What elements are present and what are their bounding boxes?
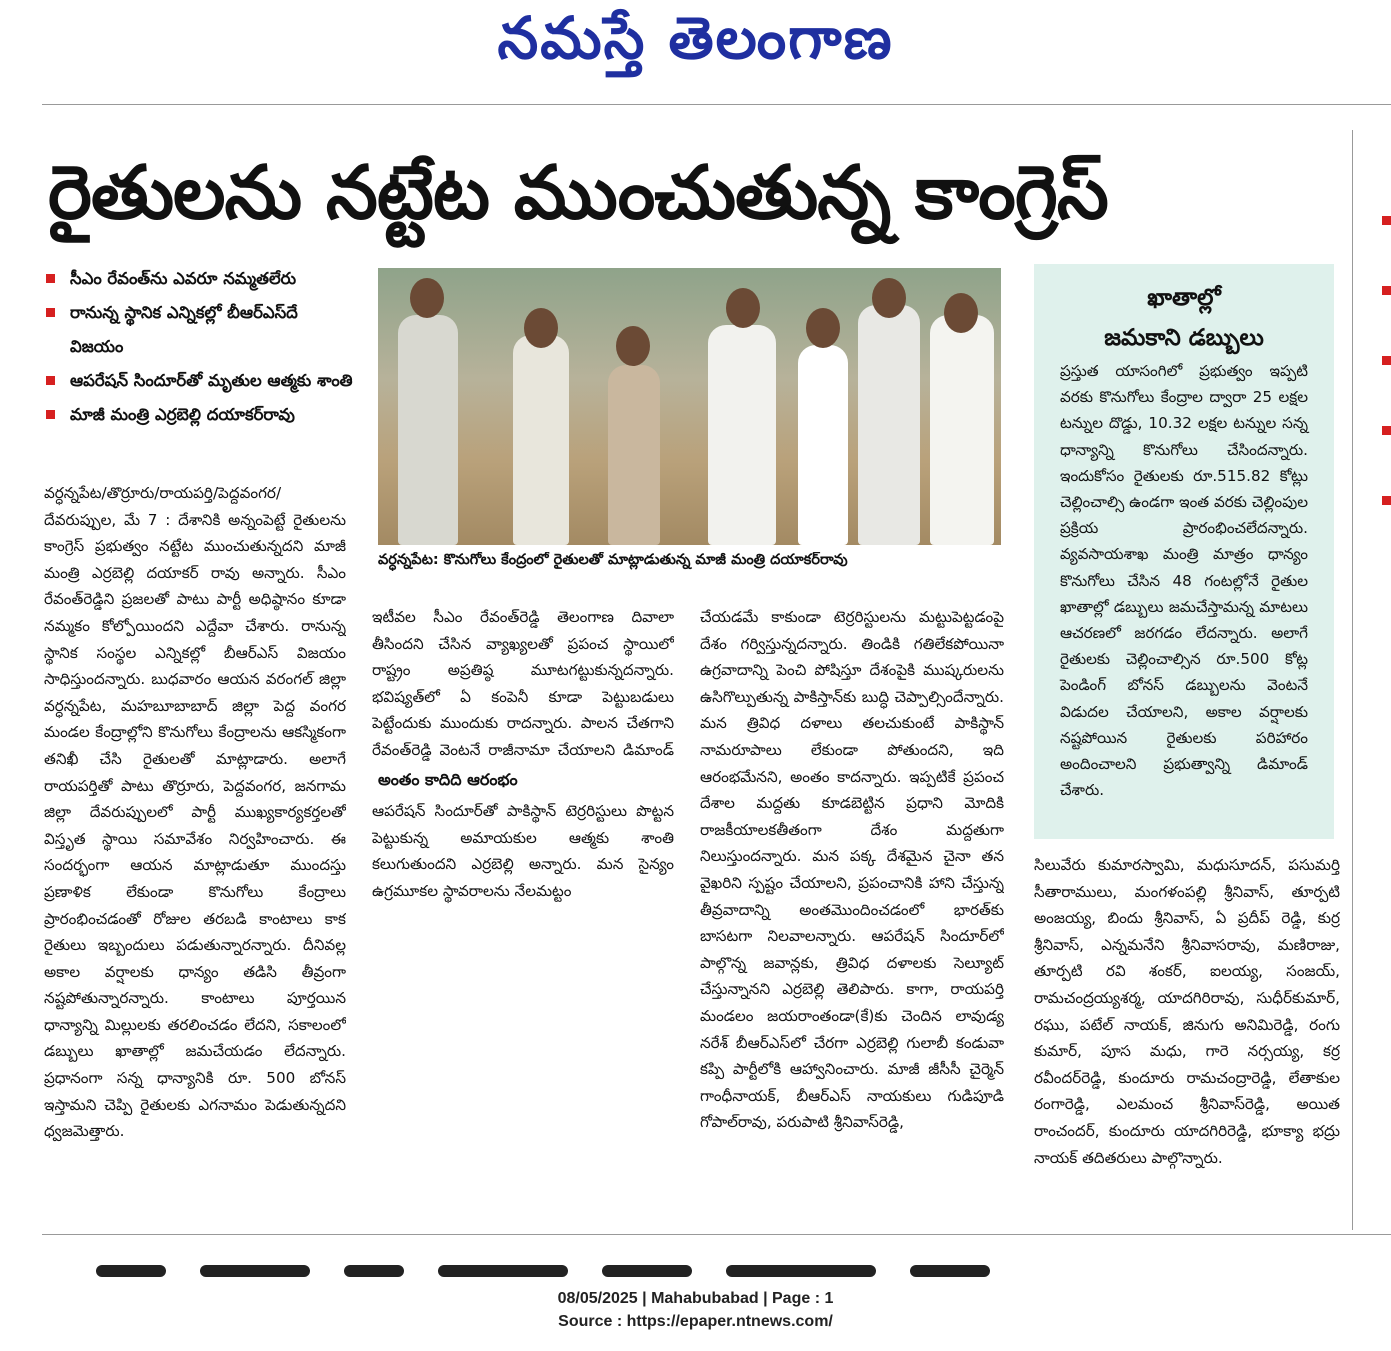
bullet-square-icon: [1382, 426, 1391, 435]
adjacent-article-edge: [1360, 130, 1391, 1260]
footer-source: Source : https://epaper.ntnews.com/: [558, 1313, 833, 1330]
footer-date-edition: 08/05/2025 | Mahabubabad | Page : 1: [557, 1290, 834, 1307]
bullet-item: రానున్న స్థానిక ఎన్నికల్లో బీఆర్ఎస్‌దే విజయం: [44, 296, 354, 364]
article-column-3: చేయడమే కాకుండా టెర్రరిస్టులను మట్టుపెట్టడంపై దేశం గర్విస్తున్నదన్నారు. తిండికి గతిలేకపోయినా ఉగ్రవాదాన్ని పెంచి పోషిస్తూ దేశంపైకి ముష్కరులను ఉసిగొల్పుతున్న పాకిస్తాన్‌కు బుద్ధి చెప్పాల్సిందేన్నారు. మన త్రివిధ దళాలు తలచుకుంటే పాకిస్థాన్ నామరూపాలు లేకుండా పోతుందని, ఇది ఆరంభమేనని, అంతం కాదన్నారు. ఇప్పటికే ప్రపంచ దేశాల మద్దతు కూడబెట్టిన ప్రధాని మోదికి రాజకీయాలకతీతంగా దేశం మద్దతుగా నిలుస్తుందన్నారు. మన పక్క దేశమైన చైనా తన వైఖరిని స్పష్టం చేయాలని, ప్రపంచానికి హాని చేస్తున్న తీవ్రవాదాన్ని అంతమొందించడంలో భారత్‌కు బాసటగా నిలవాలన్నారు. ఆపరేషన్ సిందూర్‌లో పాల్గొన్న జవాన్లకు, త్రివిధ దళాలకు సెల్యూట్ చేస్తున్నానని ఎర్రబెల్లి తెలిపారు. కాగా, రాయపర్తి మండలం జయరాంతండా(కే)కు చెందిన లావుడ్య నరేశ్ బీఆర్ఎస్‌లో చేరగా ఎర్రబెల్లి గులాబీ కండువా కప్పి పార్టీలోకి ఆహ్వానించారు. మాజీ జీసీసీ చైర్మెన్ గాంధీనాయక్, బీఆర్ఎస్ నాయకులు గుడిపూడి గోపాల్‌రావు, పరుపాటి శ్రీనివాస్‌రెడ్డి,: [700, 608, 1004, 1132]
article-column-4: సిలువేరు కుమారస్వామి, మధుసూదన్, పసుమర్తి సీతారాములు, మంగళంపల్లి శ్రీనివాస్, తూర్పటి అంజయ్య, బిందు శ్రీనివాస్, ఏ ప్రదీప్ రెడ్డి, కుర్ర శ్రీనివాస్, ఎన్నమనేని శ్రీనివాసరావు, మణిరాజు, తూర్పటి రవి శంకర్, ఐలయ్య, సంజయ్, రామచంద్రయ్యశర్మ, యాదగిరిరావు, సుధీర్‌కుమార్, రఘు, పటేల్ నాయక్, జినుగు అనిమిరెడ్డి, రంగు కుమార్, పూస మధు, గారె నర్సయ్య, కర్ర రవీందర్‌రెడ్డి, కుందూరు రామచంద్రారెడ్డి, లేతాకుల రంగారెడ్డి, ఎలమంచ శ్రీనివాస్‌రెడ్డి, అయిత రాంచందర్, కుందూరు యాదగిరిరెడ్డి, భూక్యా భద్రు నాయక్ తదితరులు పాల్గొన్నారు.: [1034, 856, 1340, 1167]
bullet-square-icon: [1382, 496, 1391, 505]
box-title: ఖాతాల్లో జమకాని డబ్బులు: [1104, 285, 1264, 351]
section-subhead: అంతం కాదిది ఆరంభం: [378, 770, 518, 789]
bullet-square-icon: [46, 308, 55, 317]
bullet-square-icon: [1382, 216, 1391, 225]
photo-caption: వర్ధన్నపేట: కొనుగోలు కేంద్రంలో రైతులతో మాట్లాడుతున్న మాజీ మంత్రి దయాకర్‌రావు: [378, 552, 848, 568]
box-body: ప్రస్తుత యాసంగిలో ప్రభుత్వం ఇప్పటి వరకు కొనుగోలు కేంద్రాల ద్వారా 25 లక్షల టన్నుల దొడ్డు, 10.32 లక్షల టన్నుల సన్న ధాన్యాన్ని కొనుగోలు చేసిందన్నారు. ఇందుకోసం రైతులకు రూ.515.82 కోట్లు చెల్లించాల్సి ఉండగా ఇంత వరకు చెల్లింపుల ప్రక్రియ ప్రారంభించలేదన్నారు. వ్యవసాయశాఖ మంత్రి మాత్రం ధాన్యం కొనుగోలు చేసిన 48 గంటల్లోనే రైతుల ఖాతాల్లో డబ్బులు జమచేస్తామన్న మాటలు ఆచరణలో జరగడం లేదన్నారు. అలాగే రైతులకు చెల్లించాల్సిన రూ.500 కోట్ల పెండింగ్ బోనస్ డబ్బులను వెంటనే విడుదల చేయాలని, అకాల వర్షాలకు నష్టపోయిన రైతులకు పరిహారం అందించాలని ప్రభుత్వాన్ని డిమాండ్ చేశారు.: [1060, 362, 1308, 800]
bullet-item: మాజీ మంత్రి ఎర్రబెల్లి దయాకర్‌రావు: [44, 398, 354, 432]
bullet-item: ఆపరేషన్ సిందూర్‌తో మృతుల ఆత్మకు శాంతి: [44, 364, 354, 398]
bottom-rule: [42, 1234, 1391, 1235]
news-photo: [378, 268, 1001, 545]
right-divider: [1352, 130, 1353, 1230]
highlight-bullets: [44, 262, 354, 432]
bullet-square-icon: [1382, 356, 1391, 365]
bullet-square-icon: [1382, 286, 1391, 295]
sidebar-box: [1034, 264, 1334, 839]
article-column-2b: ఆపరేషన్ సిందూర్‌తో పాకిస్థాన్ టెర్రరిస్టులు పొట్టన పెట్టుకున్న అమాయకుల ఆత్మకు శాంతి కలుగుతుందని ఎర్రబెల్లి అన్నారు. మన సైన్యం ఉగ్రమూకల స్థావరాలను నేలమట్టం: [372, 802, 674, 900]
bullet-square-icon: [46, 376, 55, 385]
bullet-square-icon: [46, 274, 55, 283]
article-column-1: వర్ధన్నపేట/తొర్రూరు/రాయపర్తి/పెద్దవంగర/దేవరుప్పుల, మే 7 : దేశానికి అన్నంపెట్టే రైతులను కాంగ్రెస్ ప్రభుత్వం నట్టేట ముంచుతున్నదని మాజీ మంత్రి ఎర్రబెల్లి దయాకర్ రావు అన్నారు. సీఎం రేవంత్‌రెడ్డిని ప్రజలతో పాటు పార్టీ అధిష్ఠానం కూడా నమ్మకం కోల్పోయిందని ఎద్దేవా చేశారు. రానున్న స్థానిక సంస్థల ఎన్నికల్లో బీఆర్ఎస్ విజయం సాధిస్తుందన్నారు. బుధవారం ఆయన వరంగల్ జిల్లా వర్ధన్నపేట, మహబూబాబాద్ జిల్లా పెద్ద వంగర మండల కేంద్రాల్లోని కొనుగోలు కేంద్రాలను ఆకస్మికంగా తనిఖీ చేసి రైతులతో మాట్లాడారు. అలాగే రాయపర్తితో పాటు తొర్రూరు, పెద్దవంగర, జనగామ జిల్లా దేవరుప్పులలో పార్టీ ముఖ్యకార్యకర్తలతో విస్తృత స్థాయి సమావేశం నిర్వహించారు. ఈ సందర్భంగా ఆయన మాట్లాడుతూ ముందస్తు ప్రణాళిక లేకుండా కొనుగోలు కేంద్రాలు ప్రారంభించడంతో రోజుల తరబడి కాంటాలు కాక రైతులు ఇబ్బందులు పడుతున్నారన్నారు. దీనివల్ల అకాల వర్షాలకు ధాన్యం తడిసి తీవ్రంగా నష్టపోతున్నారన్నారు. కాంటాలు పూర్తయిన ధాన్యాన్ని మిల్లులకు తరలించడం లేదని, సకాలంలో డబ్బులు ఖాతాల్లో జమచేయడం లేదన్నారు. ప్రధానంగా సన్న ధాన్యానికి రూ. 500 బోనస్ ఇస్తామని చెప్పి రైతులకు ఎగనామం పెడుతున్నదని ధ్వజమెత్తారు.: [44, 484, 346, 1141]
bullet-square-icon: [46, 410, 55, 419]
bullet-item: సీఎం రేవంత్‌ను ఎవరూ నమ్మతలేరు: [44, 262, 354, 296]
article-column-2: ఇటీవల సీఎం రేవంత్‌రెడ్డి తెలంగాణ దివాలా తీసిందని చేసిన వ్యాఖ్యలతో ప్రపంచ స్థాయిలో రాష్ట్రం అప్రతిష్ఠ మూటగట్టుకున్నదన్నారు. భవిష్యత్‌లో ఏ కంపెనీ కూడా పెట్టుబడులు పెట్టేందుకు ముందుకు రాదన్నారు. పాలన చేతగాని రేవంత్‌రెడ్డి వెంటనే రాజీనామా చేయాలని డిమాండ్: [372, 608, 674, 759]
next-article-teaser: [96, 1262, 1356, 1278]
masthead-logo: నమస్తే తెలంగాణ: [497, 4, 894, 72]
headline: రైతులను నట్టేట ముంచుతున్న కాంగ్రెస్: [48, 150, 1108, 236]
masthead-rule: [42, 104, 1391, 105]
